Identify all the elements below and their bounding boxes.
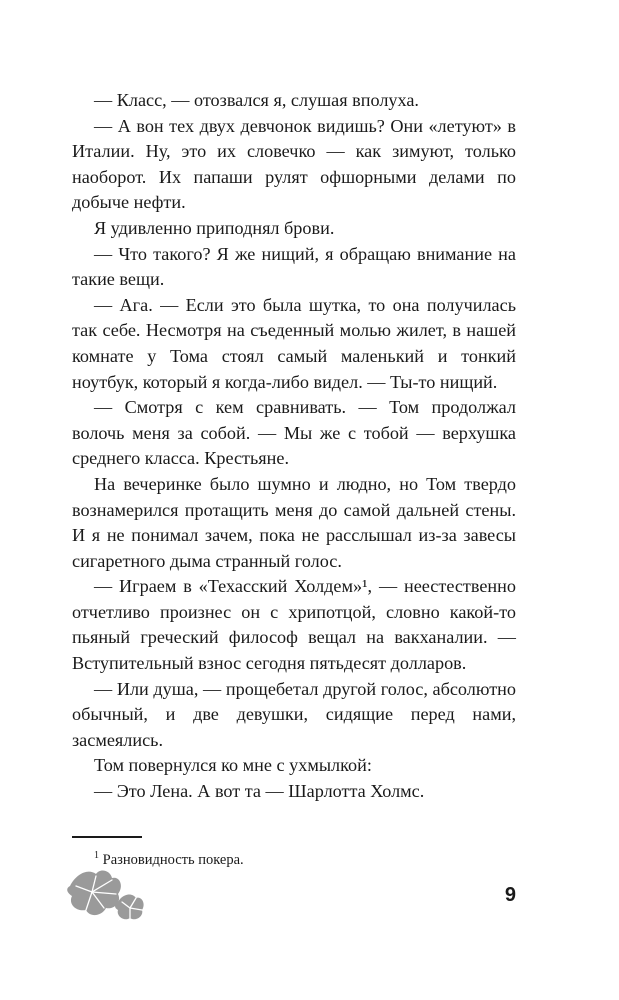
page-body xyxy=(72,88,516,805)
footnote-marker: 1 xyxy=(94,850,99,861)
footnote-divider xyxy=(72,836,142,838)
paragraph-10: Том повернулся ко мне с ухмылкой: xyxy=(94,755,372,776)
paragraph-4: — Что такого? Я же нищий, я обращаю внимание на такие вещи. xyxy=(72,243,516,290)
ivy-leaves-icon xyxy=(62,864,146,924)
paragraph-6: — Смотря с кем сравнивать. — Том продолжал волочь меня за собой. — Мы же с тобой — верхушка среднего класса. Крестьяне. xyxy=(72,397,516,469)
paragraph-3: Я удивленно приподнял брови. xyxy=(94,217,335,238)
paragraph-7: На вечеринке было шумно и людно, но Том твердо вознамерился протащить меня до самой дальней стены. И я не понимал зачем, пока не расслышал из-за завесы сигаретного дыма странный голос. xyxy=(72,473,516,571)
page-number: 9 xyxy=(504,884,516,906)
paragraph-2: — А вон тех двух девчонок видишь? Они «летуют» в Италии. Ну, это их словечко — как зимуют, только наоборот. Их папаши рулят офшорными делами по добыче нефти. xyxy=(72,115,516,213)
paragraph-11: — Это Лена. А вот та — Шарлотта Холмс. xyxy=(94,781,425,802)
paragraph-1: — Класс, — отозвался я, слушая вполуха. xyxy=(94,90,419,110)
footnote-text: Разновидность покера. xyxy=(102,852,244,868)
paragraph-5: — Ага. — Если это была шутка, то она получилась так себе. Несмотря на съеденный молью жилет, в нашей комнате у Тома стоял самый маленький и тонкий ноутбук, который я когда-либо видел. — Ты-то нищий. xyxy=(72,294,516,392)
paragraph-9: — Или душа, — прощебетал другой голос, абсолютно обычный, и две девушки, сидящие перед нами, засмеялись. xyxy=(72,678,516,750)
paragraph-8: — Играем в «Техасский Холдем»¹, — неестественно отчетливо произнес он с хрипотцой, словно какой-то пьяный греческий философ вещал на вакханалии. — Вступительный взнос сегодня пятьдесят долларов. xyxy=(72,576,516,674)
